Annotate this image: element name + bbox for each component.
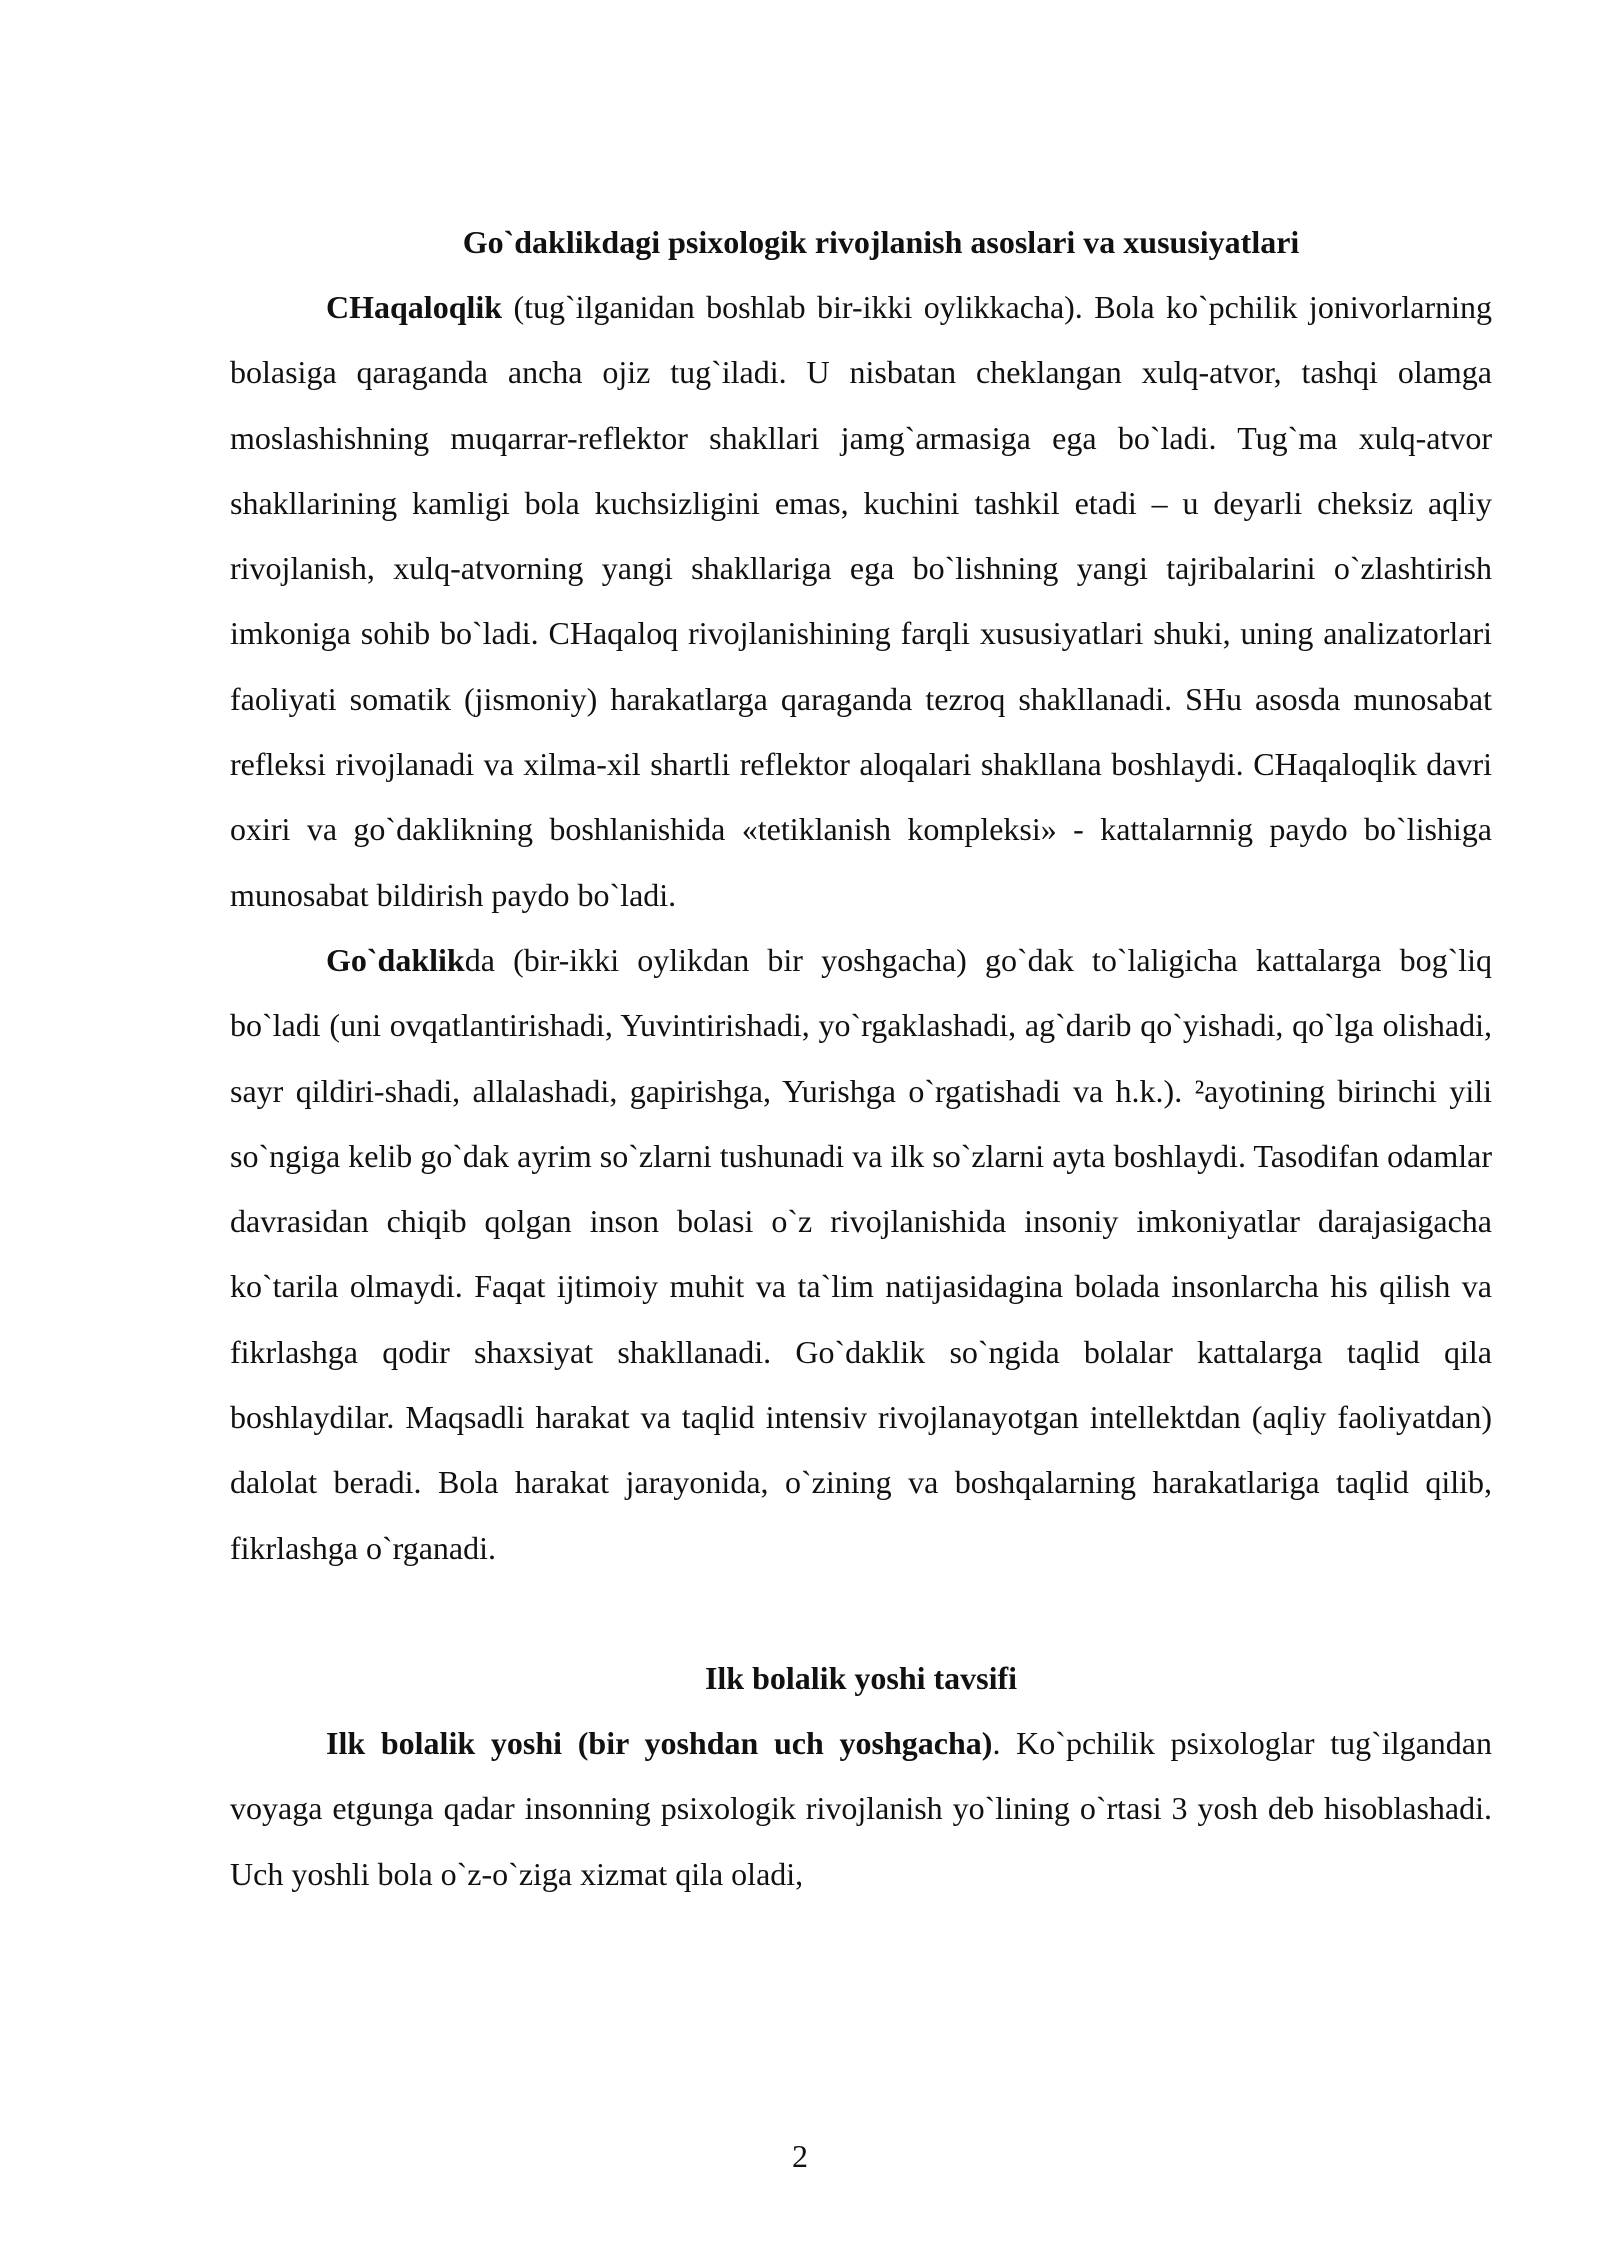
paragraph-early-childhood-text: . Ko`pchilik psixologlar tug`ilgandan voyaga etgunga qadar insonning psixologik rivojlanish yo`lining o`rtasi 3 yosh deb hisoblashadi. Uch yoshli bola o`z-o`ziga xizmat qila oladi, [230,1724,1493,1892]
term-newborn: CHaqaloqlik [326,289,503,325]
section-title-infancy: Go`daklikdagi psixologik rivojlanish asoslari va xususiyatlari [462,224,1300,260]
paragraph-newborn-text: (tug`ilganidan boshlab bir-ikki oylikkacha). Bola ko`pchilik jonivorlarning bolasiga qaraganda ancha ojiz tug`iladi. U nisbatan cheklangan xulq-atvor, tashqi olamga moslashishning muqarrar-reflektor shakllari jamg`armasiga ega bo`ladi. Tug`ma xulq-atvor shakllarining kamligi bola kuchsizligini emas, kuchini tashkil etadi – u deyarli cheksiz aqliy rivojlanish, xulq-atvorning yangi shakllariga ega bo`lishning yangi tajribalarini o`zlashtirish imkoniga sohib bo`ladi. CHaqaloq rivojlanishining farqli xususiyatlari shuki, uning analizatorlari faoliyati somatik (jismoniy) harakatlarga qaraganda tezroq shakllanadi. SHu asosda munosabat refleksi rivojlanadi va xilma-xil shartli reflektor aloqalari shakllana boshlaydi. CHaqaloqlik davri oxiri va go`daklikning boshlanishida «tetiklanish kompleksi» - kattalarnnig paydo bo`lishiga munosabat bildirish paydo bo`ladi. [230,289,1492,913]
section-title-early-childhood: Ilk bolalik yoshi tavsifi [704,1659,1018,1696]
term-early-childhood: Ilk bolalik yoshi (bir yoshdan uch yoshgacha) [326,1724,993,1761]
section-gap [230,1581,1492,1646]
paragraph-early-childhood [230,1711,1492,1907]
document-page [230,210,1492,1907]
paragraph-newborn [230,275,1492,928]
page-number: 2 [792,2138,808,2174]
paragraph-infancy-text: da (bir-ikki oylikdan bir yoshgacha) go`dak to`laligicha kattalarga bog`liq bo`ladi (uni ovqatlantirishadi, Yuvintirishadi, yo`rgaklashadi, ag`darib qo`yishadi, qo`lga olishadi, sayr qildiri-shadi, allalashadi, gapirishga, Yurishga o`rgatishadi va h.k.). ²ayotining birinchi yili so`ngiga kelib go`dak ayrim so`zlarni tushunadi va ilk so`zlarni ayta boshlaydi. Tasodifan odamlar davrasidan chiqib qolgan inson bolasi o`z rivojlanishida insoniy imkoniyatlar darajasigacha ko`tarila olmaydi. Faqat ijtimoiy muhit va ta`lim natijasidagina bolada insonlarcha his qilish va fikrlashga qodir shaxsiyat shakllanadi. Go`daklik so`ngida bolalar kattalarga taqlid qila boshlaydilar. Maqsadli harakat va taqlid intensiv rivojlanayotgan intellektdan (aqliy faoliyatdan) dalolat beradi. Bola harakat jarayonida, o`zining va boshqalarning harakatlariga taqlid qilib, fikrlashga o`rganadi. [230,941,1492,1566]
term-infancy: Go`daklik [326,941,465,978]
paragraph-infancy [230,928,1492,1581]
